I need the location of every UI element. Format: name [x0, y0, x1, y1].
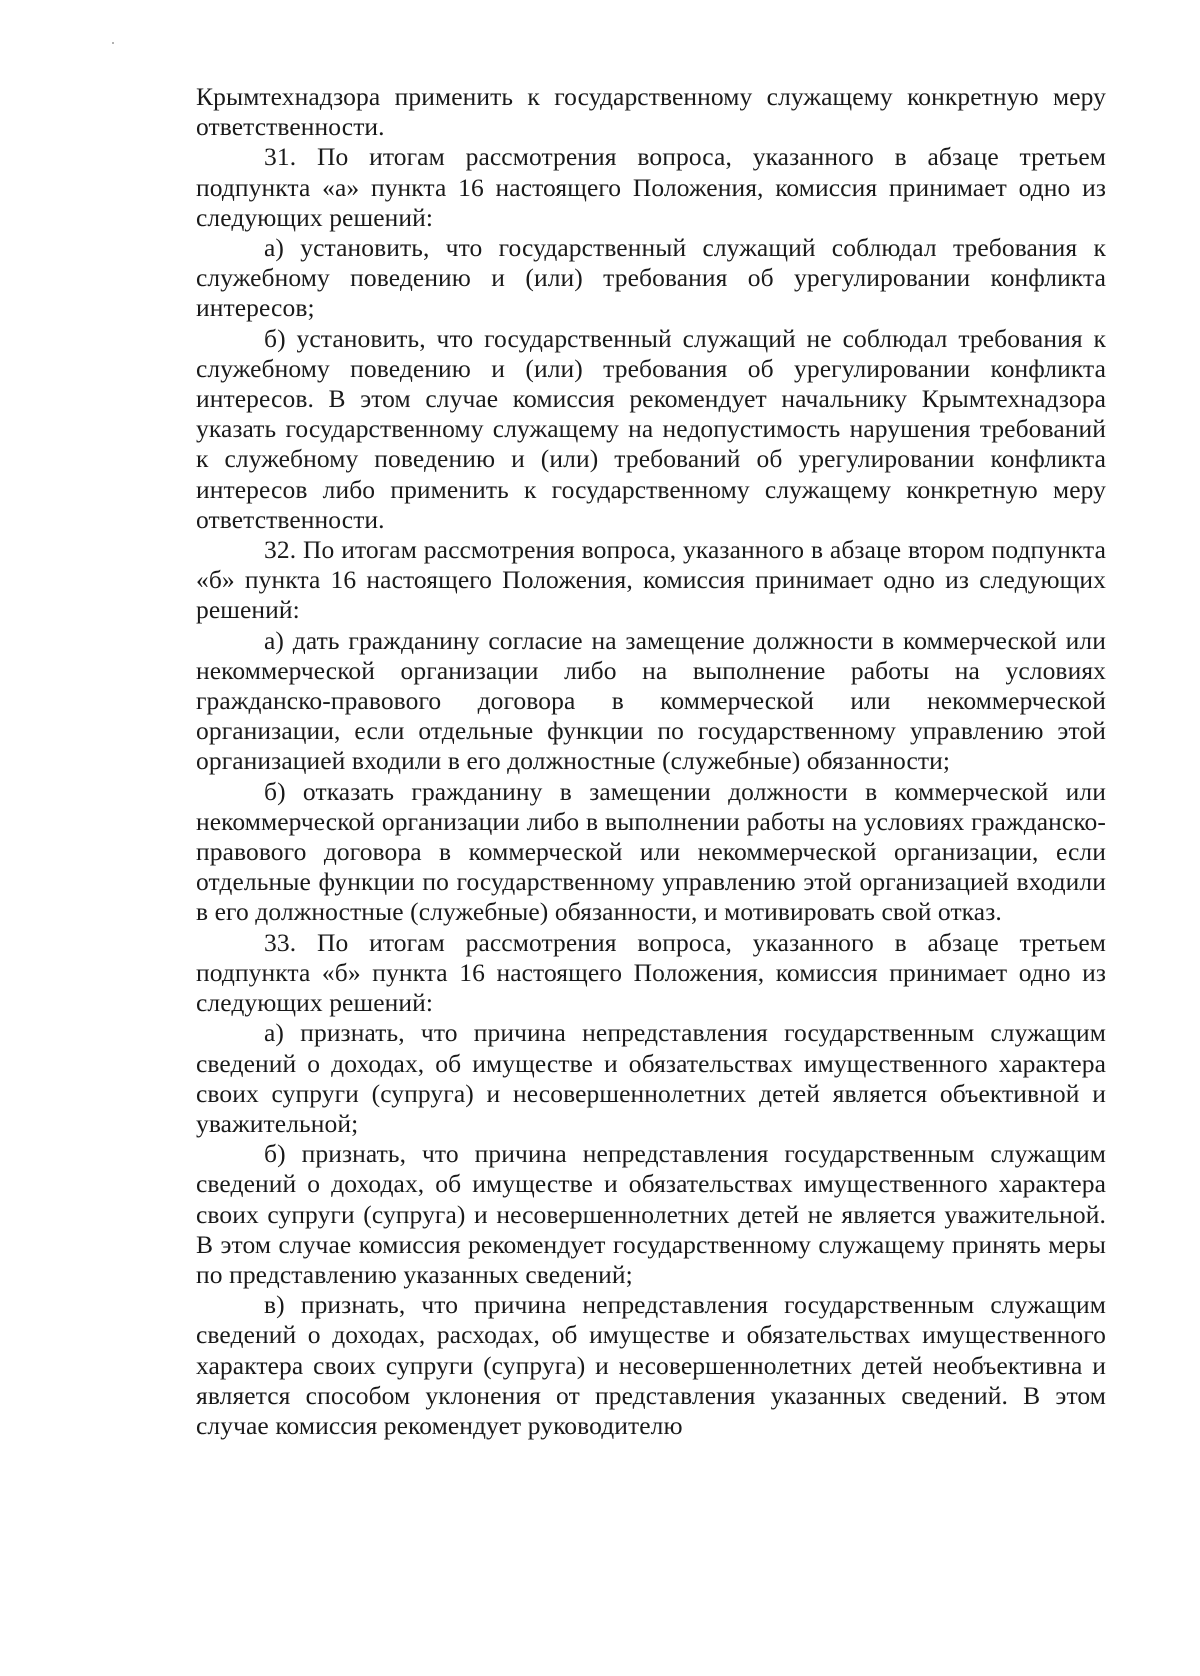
paragraph-clause-31-a: а) установить, что государственный служащий соблюдал требования к служебному поведению и (или) требования об урегулировании конфликта интересов; [196, 233, 1106, 323]
paragraph-clause-31-b: б) установить, что государственный служащий не соблюдал требования к служебному поведению и (или) требования об урегулировании конфликта интересов. В этом случае комиссия рекомендует начальнику Крымтехнадзора указать государственному служащему на недопустимость нарушения требований к служебному поведению и (или) требований об урегулировании конфликта интересов либо применить к государственному служащему конкретную меру ответственности. [196, 323, 1106, 534]
paragraph-clause-33-v: в) признать, что причина непредставления государственным служащим сведений о доходах, расходах, об имуществе и обязательствах имущественного характера своих супруги (супруга) и несовершеннолетних детей необъективна и является способом уклонения от представления указанных сведений. В этом случае комиссия рекомендует руководителю [196, 1290, 1106, 1440]
paragraph-clause-33-b: б) признать, что причина непредставления государственным служащим сведений о доходах, об имуществе и обязательствах имущественного характера своих супруги (супруга) и несовершеннолетних детей не является уважительной. В этом случае комиссия рекомендует государственному служащему принять меры по представлению указанных сведений; [196, 1139, 1106, 1289]
paragraph-clause-32: 32. По итогам рассмотрения вопроса, указанного в абзаце втором подпункта «б» пункта 16 настоящего Положения, комиссия принимает одно из следующих решений: [196, 535, 1106, 625]
paragraph-clause-32-a: а) дать гражданину согласие на замещение должности в коммерческой или некоммерческой организации либо на выполнение работы на условиях гражданско-правового договора в коммерческой или некоммерческой организации, если отдельные функции по государственному управлению этой организацией входили в его должностные (служебные) обязанности; [196, 625, 1106, 776]
paragraph-clause-31: 31. По итогам рассмотрения вопроса, указанного в абзаце третьем подпункта «а» пункта 16 настоящего Положения, комиссия принимает одно из следующих решений: [196, 142, 1106, 232]
paragraph-continuation: Крымтехнадзора применить к государственному служащему конкретную меру ответственности. [196, 82, 1106, 142]
scan-speck [112, 42, 114, 44]
paragraph-clause-33: 33. По итогам рассмотрения вопроса, указанного в абзаце третьем подпункта «б» пункта 16 настоящего Положения, комиссия принимает одно из следующих решений: [196, 927, 1106, 1018]
paragraph-clause-32-b: б) отказать гражданину в замещении должности в коммерческой или некоммерческой организации либо в выполнении работы на условиях гражданско-правового договора в коммерческой или некоммерческой организации, если отдельные функции по государственному управлению этой организацией входили в его должностные (служебные) обязанности, и мотивировать свой отказ. [196, 776, 1106, 927]
document-body [196, 82, 1106, 1441]
paragraph-clause-33-a: а) признать, что причина непредставления государственным служащим сведений о доходах, об имуществе и обязательствах имущественного характера своих супруги (супруга) и несовершеннолетних детей является объективной и уважительной; [196, 1018, 1106, 1138]
